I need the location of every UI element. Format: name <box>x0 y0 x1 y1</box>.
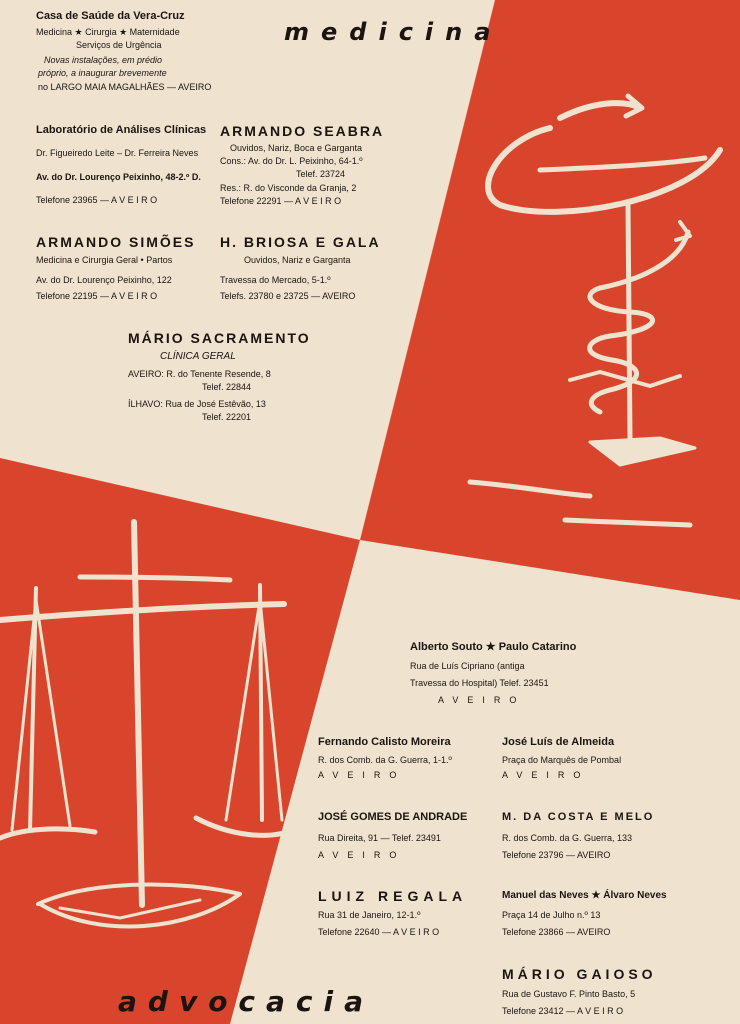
listing-specialty: Ouvidos, Nariz e Garganta <box>244 255 351 265</box>
listing-name: Fernando Calisto Moreira <box>318 736 451 748</box>
listing-name: ARMANDO SEABRA <box>220 123 385 139</box>
listing-phone: Telef. 22201 <box>202 412 252 422</box>
listing-address: Rua 31 de Janeiro, 12-1.º <box>318 910 421 920</box>
listing-note: Novas instalações, em prédio <box>44 55 163 65</box>
listing-specialty: CLÍNICA GERAL <box>160 351 236 362</box>
listing-specialty: Medicina e Cirurgia Geral • Partos <box>36 255 173 265</box>
listing-address: Av. do Dr. Lourenço Peixinho, 48-2.º D. <box>36 172 201 182</box>
listing-specialty: Ouvidos, Nariz, Boca e Garganta <box>230 143 363 153</box>
listing-city: AVEIRO <box>502 770 590 780</box>
listing-name: JOSÉ GOMES DE ANDRADE <box>318 811 468 823</box>
listing-address: Cons.: Av. do Dr. L. Peixinho, 64-1.º <box>220 156 363 166</box>
listing-address: R. dos Comb. da G. Guerra, 133 <box>502 833 633 843</box>
listing-city: AVEIRO <box>318 770 406 780</box>
listing-note: no LARGO MAIA MAGALHÃES — AVEIRO <box>38 82 212 92</box>
listing-name: H. BRIOSA E GALA <box>220 234 381 250</box>
listing-note: próprio, a inaugurar brevemente <box>38 68 167 78</box>
listing-name: LUIZ REGALA <box>318 888 468 904</box>
listing-phone: Telef. 23724 <box>296 169 346 179</box>
listing-phone: Telefone 22291 — A V E I R O <box>220 196 342 206</box>
listing-name: M. DA COSTA E MELO <box>502 811 655 823</box>
listing-name: Casa de Saúde da Vera-Cruz <box>36 10 185 22</box>
listing-phone: Telefone 23866 — AVEIRO <box>502 927 611 937</box>
listing-services: Medicina ★ Cirurgia ★ Maternidade <box>36 27 180 37</box>
top-right-red-panel <box>360 0 740 600</box>
listing-name: Manuel das Neves ★ Álvaro Neves <box>502 890 667 901</box>
listing-address: Rua de Gustavo F. Pinto Basto, 5 <box>502 989 636 999</box>
listing-address: Praça 14 de Julho n.º 13 <box>502 910 601 920</box>
listing-address: ÍLHAVO: Rua de José Estêvão, 13 <box>128 399 266 409</box>
listing-address: R. dos Comb. da G. Guerra, 1-1.º <box>318 755 452 765</box>
listing-phone: Telefone 23796 — AVEIRO <box>502 850 611 860</box>
bottom-left-red-panel <box>0 458 360 1024</box>
listing-city: AVEIRO <box>438 695 526 705</box>
listing-name: Alberto Souto ★ Paulo Catarino <box>410 641 577 653</box>
listing-phone: Telefone 23412 — A V E I R O <box>502 1006 624 1016</box>
listing-name: MÁRIO GAIOSO <box>502 966 657 982</box>
listing-services: Serviços de Urgência <box>76 40 162 50</box>
listing-phone: Telefs. 23780 e 23725 — AVEIRO <box>220 291 356 301</box>
listing-phone: Telefone 22195 — A V E I R O <box>36 291 158 301</box>
section-title-advocacia: advocacia <box>118 985 375 1018</box>
listing-address: Rua de Luís Cipriano (antiga <box>410 661 525 671</box>
listing-city: AVEIRO <box>318 850 406 860</box>
listing-address: Travessa do Hospital) Telef. 23451 <box>410 678 549 688</box>
listing-phone: Telefone 23965 — A V E I R O <box>36 195 158 205</box>
listing-address: Av. do Dr. Lourenço Peixinho, 122 <box>36 275 172 285</box>
listing-phone: Telefone 22640 — A V E I R O <box>318 927 440 937</box>
listing-name: MÁRIO SACRAMENTO <box>128 330 311 346</box>
listing-phone: Telef. 22844 <box>202 382 252 392</box>
listing-address: Res.: R. do Visconde da Granja, 2 <box>220 183 357 193</box>
listing-doctors: Dr. Figueiredo Leite – Dr. Ferreira Neves <box>36 148 199 158</box>
listing-address: Travessa do Mercado, 5-1.º <box>220 275 331 285</box>
listing-address: Rua Direita, 91 — Telef. 23491 <box>318 833 441 843</box>
listing-name: ARMANDO SIMÕES <box>36 234 196 250</box>
section-title-medicina: medicina <box>284 18 503 46</box>
listing-name: Laboratório de Análises Clínicas <box>36 124 207 136</box>
listing-address: Praça do Marquês de Pombal <box>502 755 622 765</box>
listing-name: José Luís de Almeida <box>502 736 615 748</box>
listing-address: AVEIRO: R. do Tenente Resende, 8 <box>128 369 271 379</box>
